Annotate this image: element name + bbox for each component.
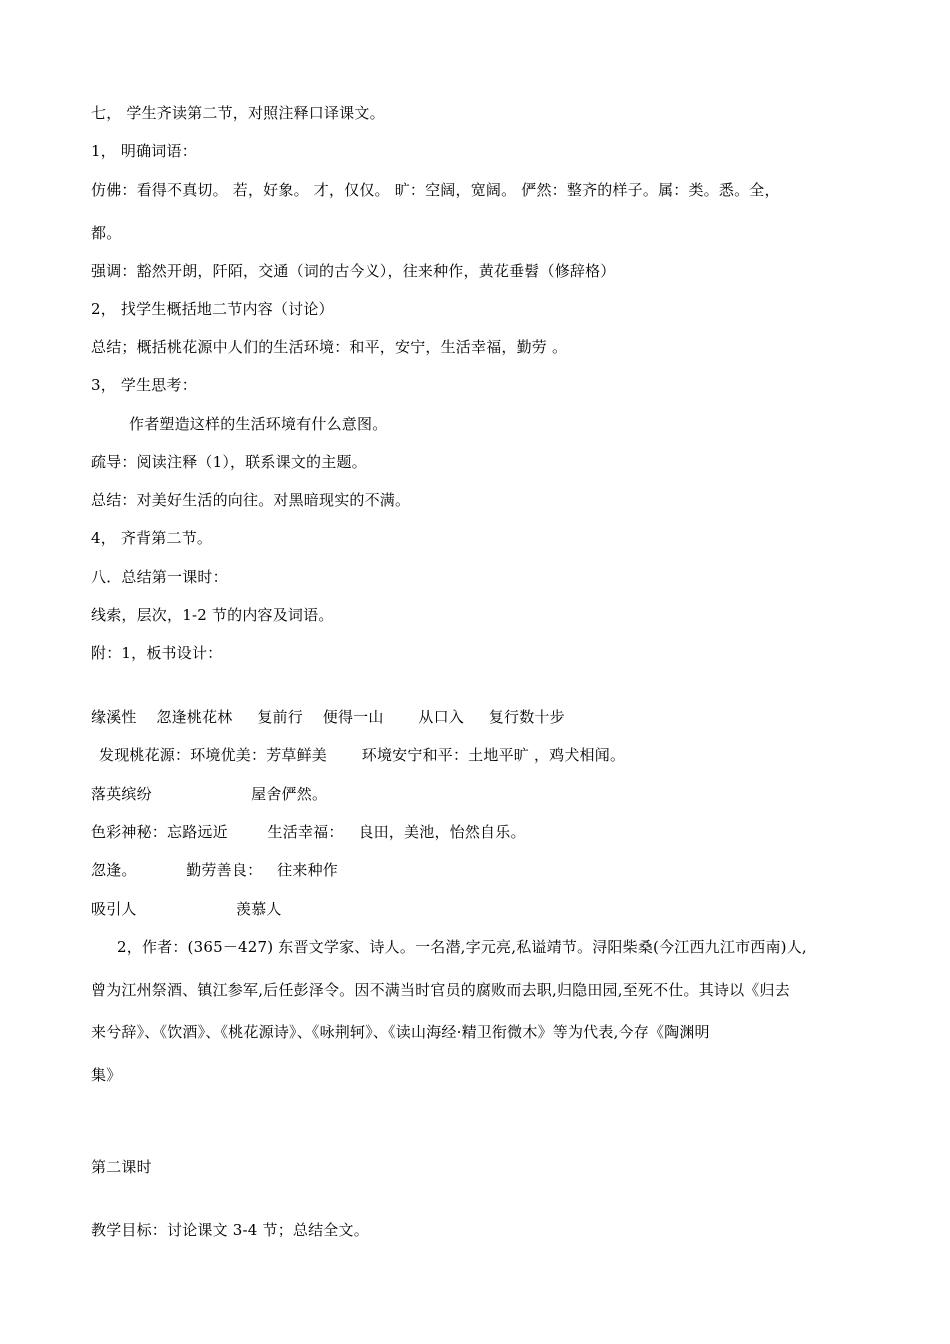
summary-line-2: 总结：对美好生活的向往。对黑暗现实的不满。 xyxy=(91,491,411,509)
vocabulary-line: 仿佛：看得不真切。 若，好象。 才，仅仅。 旷：空阔，宽阔。 俨然：整齐的样子。属：类。悉。全， xyxy=(91,181,780,199)
item-1-heading: 1， 明确词语： xyxy=(91,142,197,160)
guidance-line: 疏导：阅读注释（1），联系课文的主题。 xyxy=(91,453,367,471)
author-paragraph-line-1: 2，作者：(365－427) 东晋文学家、诗人。一名潜,字元亮,私谥靖节。浔阳柴桑(今江西九江市西南)人, xyxy=(117,938,807,956)
question-line: 作者塑造这样的生活环境有什么意图。 xyxy=(129,415,388,433)
author-paragraph-line-3: 来兮辞》、《饮酒》、《桃花源诗》、《咏荆轲》、《读山海经·精卫衔微木》等为代表,今存《陶渊明 xyxy=(91,1023,710,1041)
item-4-heading: 4， 齐背第二节。 xyxy=(91,529,213,547)
summary-line-1: 总结；概括桃花源中人们的生活环境：和平，安宁，生活幸福，勤劳 。 xyxy=(91,338,568,356)
emphasis-line: 强调：豁然开朗，阡陌，交通（词的古今义），往来种作，黄花垂髫（修辞格） xyxy=(91,262,616,280)
second-lesson-heading: 第二课时 xyxy=(91,1158,152,1176)
board-line-6: 吸引人 羡慕人 xyxy=(91,900,282,918)
board-line-3: 落英缤纷 屋舍俨然。 xyxy=(91,785,328,803)
board-line-5: 忽逢。 勤劳善良： 往来种作 xyxy=(91,861,338,879)
appendix-heading: 附：1，板书设计： xyxy=(91,644,223,662)
item-3-heading: 3， 学生思考： xyxy=(91,376,197,394)
teaching-objective-line: 教学目标：讨论课文 3-4 节；总结全文。 xyxy=(91,1221,369,1239)
board-line-1: 缘溪性 忽逢桃花林 复前行 便得一山 从口入 复行数十步 xyxy=(91,708,565,726)
author-paragraph-line-4: 集》 xyxy=(91,1066,122,1084)
section-eight-heading: 八．总结第一课时： xyxy=(91,568,228,586)
section-seven-heading: 七， 学生齐读第二节，对照注释口译课文。 xyxy=(91,104,385,122)
board-line-4: 色彩神秘：忘路远近 生活幸福： 良田，美池，怡然自乐。 xyxy=(91,823,526,841)
clues-line: 线索，层次，1-2 节的内容及词语。 xyxy=(91,606,334,624)
item-2-heading: 2， 找学生概括地二节内容（讨论） xyxy=(91,300,334,318)
vocabulary-line-continued: 都。 xyxy=(91,224,122,242)
author-paragraph-line-2: 曾为江州祭酒、镇江参军,后任彭泽令。因不满当时官员的腐败而去职,归隐田园,至死不仕。其诗以《归去 xyxy=(91,981,790,999)
board-line-2: 发现桃花源：环境优美：芳草鲜美 环境安宁和平：土地平旷 ，鸡犬相闻。 xyxy=(99,746,626,764)
